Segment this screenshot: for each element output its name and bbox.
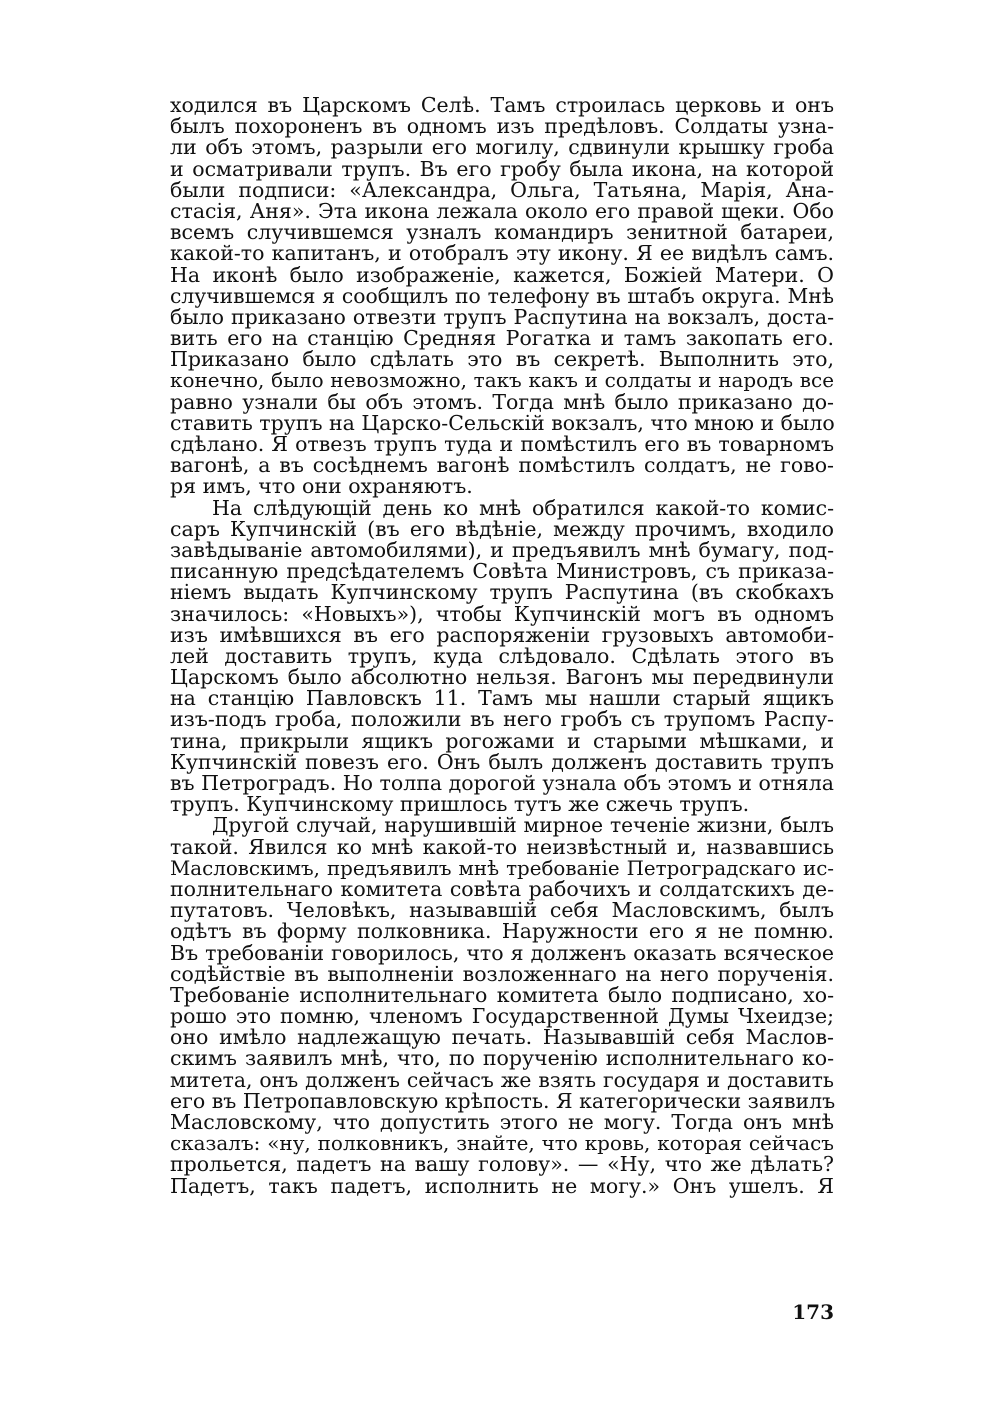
text-line: было приказано отвезти трупъ Распутина на вокзалъ, доста- bbox=[170, 304, 834, 329]
body-text bbox=[170, 95, 834, 1197]
text-line: сдѣлано. Я отвезъ трупъ туда и помѣстилъ его въ товарномъ bbox=[170, 432, 834, 456]
text-line: Приказано было сдѣлать это въ секретѣ. Выполнить это, bbox=[170, 347, 834, 372]
text-line: ходился въ Царскомъ Селѣ. Тамъ строилась церковь и онъ bbox=[170, 93, 834, 117]
text-line: На иконѣ было изображеніе, кажется, Божіей Матери. О bbox=[170, 262, 834, 287]
text-line: конечно, было невозможно, такъ какъ и солдаты и народъ все bbox=[170, 368, 834, 393]
text-line: завѣдываніе автомобилями), и предъявилъ мнѣ бумагу, под- bbox=[170, 537, 834, 562]
text-line: его въ Петропавловскую крѣпость. Я категорически заявилъ bbox=[170, 1088, 836, 1113]
text-line: случившемся я сообщилъ по телефону въ штабъ округа. Мнѣ bbox=[170, 283, 834, 308]
text-line: Требованіе исполнительнаго комитета было подписано, хо- bbox=[170, 982, 834, 1007]
text-line: оно имѣло надлежащую печать. Называвшій себя Маслов- bbox=[170, 1025, 834, 1050]
text-line: писанную предсѣдателемъ Совѣта Министровъ, съ приказа- bbox=[170, 559, 834, 584]
text-line: тина, прикрыли ящикъ рогожами и старыми мѣшками, и bbox=[170, 728, 834, 753]
text-line: такой. Явился ко мнѣ какой-то неизвѣстный и, назвавшись bbox=[170, 834, 834, 859]
text-line: Купчинскій повезъ его. Онъ былъ долженъ доставить трупъ bbox=[170, 749, 834, 774]
text-line: прольется, падетъ на вашу голову». — «Ну, что же дѣлать? bbox=[170, 1152, 834, 1177]
text-line: стасія, Аня». Эта икона лежала около его правой щеки. Обо bbox=[170, 198, 834, 223]
text-line: всемъ случившемся узналъ командиръ зенитной батареи, bbox=[170, 220, 834, 245]
text-line: лей доставить трупъ, куда слѣдовало. Сдѣлать этого въ bbox=[170, 643, 834, 668]
text-line: равно узнали бы объ этомъ. Тогда мнѣ было приказано до- bbox=[170, 389, 834, 414]
text-line: значилось: «Новыхъ»), чтобы Купчинскій могъ въ одномъ bbox=[170, 601, 834, 626]
text-line: ніемъ выдать Купчинскому трупъ Распутина (въ скобкахъ bbox=[170, 580, 834, 605]
page-number: 173 bbox=[792, 1300, 834, 1324]
text-line: изъ имѣвшихся въ его распоряженіи грузовыхъ автомоби- bbox=[170, 622, 834, 647]
text-line: Масловскимъ, предъявилъ мнѣ требованіе Петроградскаго ис- bbox=[170, 856, 834, 880]
text-line: трупъ. Купчинскому пришлось тутъ же сжечь трупъ. bbox=[170, 792, 750, 817]
text-line: ря имъ, что они охраняютъ. bbox=[170, 474, 473, 499]
text-line: ставить трупъ на Царско-Сельскій вокзалъ, что мною и было bbox=[170, 410, 835, 435]
text-line: сказалъ: «ну, полковникъ, знайте, что кровь, которая сейчасъ bbox=[170, 1131, 834, 1156]
text-line: Въ требованіи говорилось, что я долженъ оказать всяческое bbox=[170, 940, 834, 965]
text-line: На слѣдующій день ко мнѣ обратился какой-то комис- bbox=[212, 495, 834, 520]
text-line: ли объ этомъ, разрыли его могилу, сдвинули крышку гроба bbox=[170, 135, 834, 160]
text-line: полнительнаго комитета совѣта рабочихъ и солдатскихъ де- bbox=[170, 876, 834, 901]
text-line: скимъ заявилъ мнѣ, что, по порученію исполнительнаго ко- bbox=[170, 1046, 834, 1071]
text-line: Другой случай, нарушившій мирное теченіе жизни, былъ bbox=[212, 813, 834, 838]
text-line: были подписи: «Александра, Ольга, Татьяна, Марія, Ана- bbox=[170, 177, 834, 202]
text-line: вагонѣ, а въ сосѣднемъ вагонѣ помѣстилъ солдатъ, не гово- bbox=[170, 453, 834, 478]
text-line: Царскомъ было абсолютно нельзя. Вагонъ мы передвинули bbox=[170, 665, 834, 690]
text-line: на станцію Павловскъ 11. Тамъ мы нашли старый ящикъ bbox=[170, 686, 834, 711]
text-line: и осматривали трупъ. Въ его гробу была икона, на которой bbox=[170, 156, 834, 181]
text-line: содѣйствіе въ выполненіи возложеннаго на него порученія. bbox=[170, 961, 834, 986]
text-line: саръ Купчинскій (въ его вѣдѣніе, между прочимъ, входило bbox=[170, 516, 834, 541]
text-line: митета, онъ долженъ сейчасъ же взять государя и доставить bbox=[170, 1067, 834, 1092]
text-line: Масловскому, что допустить этого не могу. Тогда онъ мнѣ bbox=[170, 1110, 834, 1134]
text-line: одѣтъ въ форму полковника. Наружности его я не помню. bbox=[170, 919, 834, 944]
text-line: вить его на станцію Средняя Рогатка и тамъ закопать его. bbox=[170, 326, 834, 351]
text-line: путатовъ. Человѣкъ, называвшій себя Масловскимъ, былъ bbox=[170, 898, 834, 923]
text-line: какой-то капитанъ, и отобралъ эту икону. Я ее видѣлъ самъ. bbox=[170, 241, 834, 266]
text-line: рошо это помню, членомъ Государственной Думы Чхеидзе; bbox=[170, 1004, 834, 1029]
text-line: былъ похороненъ въ одномъ изъ предѣловъ. Солдаты узна- bbox=[170, 114, 834, 139]
text-line: изъ-подъ гроба, положили въ него гробъ съ трупомъ Распу- bbox=[170, 707, 834, 732]
text-line: Падетъ, такъ падетъ, исполнить не могу.» Онъ ушелъ. Я bbox=[170, 1173, 834, 1198]
text-line: въ Петроградъ. Но толпа дорогой узнала объ этомъ и отняла bbox=[170, 771, 834, 795]
